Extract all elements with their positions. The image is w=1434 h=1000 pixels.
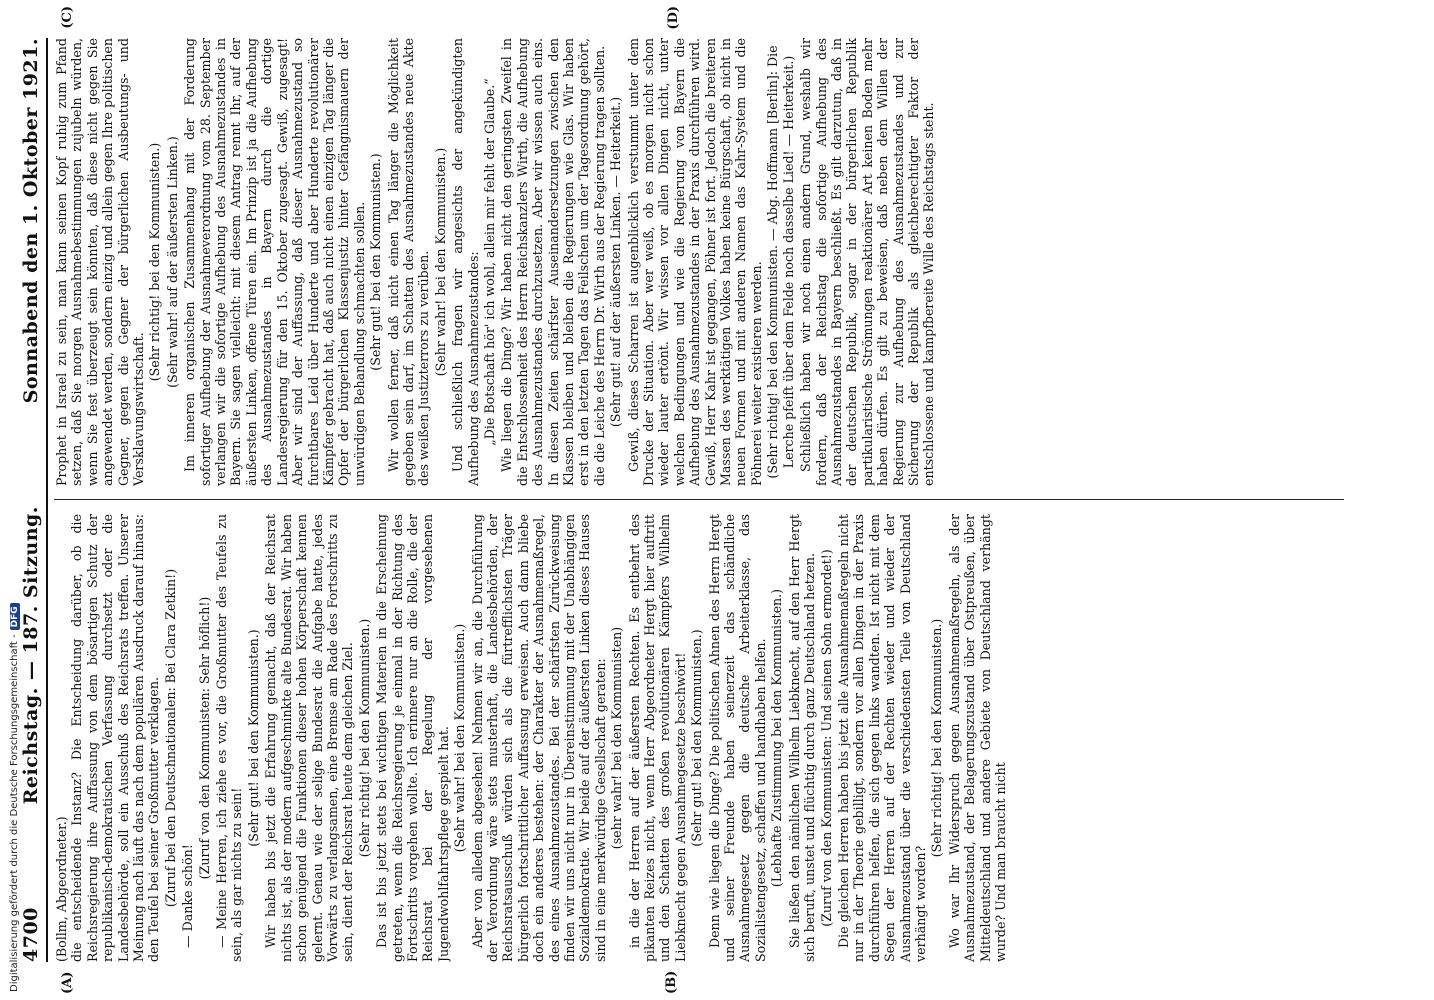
paragraph: Schließlich haben wir noch einen andern Grund, weshalb wir fordern, daß der Reichstag die sofortige Aufhebung des Ausnahmezustandes in Bayern beschließt. Es gilt darzutun, daß in der deutschen Republik, sogar in der bürgerlichen Republik partikularistische Strömungen reaktionärer Art keinen Boden mehr haben dürfen. Es gilt zu beweisen, daß neben dem Willen der Regierung zur Aufhebung des Ausnahmezustandes und zur Sicherung der Republik als gleichberechtigter Faktor der entschlossene und kampfbereite Wille des Reichstags steht. (798, 38, 937, 486)
interjection: (Sehr richtig! bei den Kommunisten.) (356, 618, 372, 858)
interjection: (Zuruf von den Kommunisten: Und seinen Sohn ermordet!) (818, 549, 834, 927)
interjection: (Sehr richtig! bei den Kommunisten.) (147, 142, 163, 382)
paragraph: (Bollm, Abgeordneter.) (54, 816, 69, 962)
interjection: (Sehr richtig! bei den Kommunisten.) (929, 618, 945, 858)
credit-text: Digitalisierung gefördert durch die Deutsche Forschungsgemeinschaft - (9, 634, 20, 992)
paragraph: Aber von alledem abgesehen! Nehmen wir an, die Durchführung der Verordnung wäre stets musterhaft, die Landesbehörden, der Reichsratsausschuß würden sich als die fürtrefflichsten Träger bürgerlich fortschrittlicher Auffassung erweisen. Auch dann bliebe doch ein anderes bestehen: der Charakter der Ausnahmemaßregel, des eines Ausnahmezustandes. Bei der schärfsten Zurückweisung finden wir uns nicht nur in Übereinstimmung mit der Unabhängigen Sozialdemokratie. Wir beide auf der äußersten Linken dieses Hauses sind in eine merkwürdige Gesellschaft geraten: (469, 514, 608, 962)
paragraph: — Meine Herren, ich ziehe es vor, die Großmutter des Teufels zu sein, als gar nichts zu sein! (214, 514, 245, 962)
margin-marker-b: (B) (664, 970, 679, 994)
page-number: 4700 (20, 907, 42, 962)
interjection: (Sehr gut! bei den Kommunisten.) (689, 629, 705, 847)
interjection: (Zuruf von den Kommunisten: Sehr höflich!) (196, 596, 212, 880)
page-header (20, 38, 48, 962)
interjection: (Sehr wahr! bei den Kommunisten.) (432, 147, 448, 377)
paragraph: Im inneren organischen Zusammenhang mit der Forderung sofortiger Aufhebung der Ausnahmeverordnung vom 28. September verlangen wir die sofortige Aufhebung des Ausnahmezustandes in Bayern. Sie sagen vielleicht: mit diesem Antrag rennt Ihr, auf der äußersten Linken, offene Türen ein. Im Prinzip ist ja die Aufhebung des Ausnahmezustandes in Bayern durch die dortige Landesregierung für den 15. Oktober zugesagt. Gewiß, zugesagt! Aber wir sind der Auffassung, daß dieser Ausnahmezustand so furchtbares Leid über Hunderte und aber Hunderte revolutionärer Kämpfer gebracht hat, daß auch nicht einen einzigen Tag länger die Opfer der bürgerlichen Klassenjustiz hinter Gefängnismauern der unwürdigen Behandlung schmachten sollen. (182, 38, 367, 486)
paragraph: Und schließlich fragen wir angesichts der angekündigten Aufhebung des Ausnahmezustandes: (450, 38, 481, 486)
paragraph: die entscheidende Instanz? Die Entscheidung darüber, ob die Reichsregierung ihre Auffassung von dem bösartigen Schutz der republikanisch-demokratischen Verfassung durchsetzt oder die Landesbehörde, soll ein Ausschuß des Reichsrats treffen. Unserer Meinung nach läuft das nach dem populären Ausdruck darauf hinaus: den Teufel bei seiner Großmutter verklagen. (69, 514, 162, 962)
interjection: (Sehr wahr! bei den Kommunisten.) (452, 623, 468, 853)
margin-marker-a: (A) (60, 971, 75, 994)
paragraph: Das ist bis jetzt stets bei wichtigen Materien in die Erscheinung getreten, wenn die Reichsregierung je einmal in der Richtung des Fortschritts vorgehen wollte. Ich erinnere nur an die Rolle, die der Reichsrat bei der Regelung der vorgesehenen Jugendwohlfahrtspflege gespielt hat. (374, 514, 451, 962)
paragraph: Gewiß, dieses Scharren ist augenblicklich verstummt unter dem Drucke der Situation. Aber wer weiß, ob es morgen nicht schon wieder lauter ertönt. Wir wissen vor allen Dingen nicht, unter welchen Bedingungen und wie die Regierung von Bayern die Aufhebung des Ausnahmezustandes in der Praxis durchführen wird. Gewiß, Herr Kahr ist gegangen, Pöhner ist fort. Jedoch die breiteren Massen des werktätigen Volkes haben keine Bürgschaft, ob nicht in neuen Formen und mit anderen Namen das Kahr-System und die Pöhnerei weiter existieren werden. (625, 38, 764, 486)
interjection: „Die Botschaft hör' ich wohl, allein mir fehlt der Glaube.“ (481, 78, 497, 446)
paragraph: in die der Herren auf der äußersten Rechten. Es entbehrt des pikanten Reizes nicht, wenn Herr Abgeordneter Hergt hier auftritt und den Schatten des großen revolutionären Kämpfers Wilhelm Liebknecht gegen Ausnahmegesetze beschwört! (626, 514, 688, 962)
interjection: (Lebhafte Zustimmung bei den Kommunisten.) (769, 588, 785, 888)
interjection: (Sehr gut! bei den Kommunisten.) (368, 153, 384, 371)
interjection: (Sehr richtig! bei den Kommunisten. — Abg. Hoffmann [Berlin]: Die Lerche pfeift über dem Felde noch dasselbe Lied! — Heiterkeit.) (765, 45, 796, 479)
margin-marker-c: (C) (60, 6, 75, 29)
text-columns (54, 6, 1344, 994)
dfg-logo: DFG (10, 603, 20, 630)
paragraph: Sie ließen den nämlichen Wilhelm Liebknecht, auf den Herr Hergt sich beruft, unstet und flüchtig durch ganz Deutschland hetzen. (786, 514, 818, 962)
paragraph: Prophet in Israel zu sein, man kann seinen Kopf ruhig zum Pfand setzen, daß Sie morgen Ausnahmebestimmungen zujubeln würden, wenn Sie fest überzeugt sein könnten, daß diese nicht gegen Sie angewendet werden, sondern einzig und allein gegen Ihre politischen Gegner, gegen die Gegner der bürgerlichen Ausbeutungs- und Versklavungswirtschaft. (54, 38, 147, 486)
paragraph: Wir haben bis jetzt die Erfahrung gemacht, daß der Reichsrat nichts ist, als der modern aufgeschminkte alte Bundesrat. Wir haben schon genügend die Funktionen dieser hohen Körperschaft kennen gelernt. Genau wie der selige Bundesrat die Aufgabe hatte, jedes Vorwärts zu verlangsamen, eine Bremse am Rade des Fortschritts zu sein, dient der Reichsrat heute dem gleichen Ziel. (263, 514, 356, 962)
right-column (54, 38, 1344, 486)
paragraph: Wir wollen ferner, daß nicht einen Tag länger die Möglichkeit gegeben sein darf, im Schatten des Ausnahmezustandes neue Akte des weißen Justizterrors zu verüben. (385, 38, 432, 486)
session-date: Sonnabend den 1. Oktober 1921. (20, 38, 42, 404)
page-title: Reichstag. — 187. Sitzung. (20, 506, 42, 805)
paragraph: — Danke schön! (180, 844, 196, 948)
interjection: (Sehr gut! bei den Kommunisten.) (245, 629, 261, 847)
paragraph: Die gleichen Herren haben bis jetzt alle Ausnahmemaßregeln nicht nur in der Theorie gebilligt, sondern vor allen Dingen in der Praxis durchführen helfen, die sich gegen links wandten. Ist nicht mit dem Segen der Herren auf der Rechten wieder und wieder der Ausnahmezustand über die verschiedensten Teile von Deutschland verhängt worden? (835, 514, 928, 962)
interjection: (sehr wahr! bei den Kommunisten) (609, 626, 625, 850)
interjection: (Sehr wahr! auf der äußersten Linken.) (164, 136, 180, 388)
paragraph: Wie liegen die Dinge? Wir haben nicht den geringsten Zweifel in die Entschlossenheit des Herrn Reichskanzlers Wirth, die Aufhebung des Ausnahmezustandes durchzusetzen. Aber wir wissen auch eins. In diesen Zeiten schärfster Auseinandersetzungen zwischen den Klassen bleiben und bleiben die Regierungen wie Glas. Wir haben erst in den letzten Tagen das Feilschen um der Tagesordnung gehört, die die Leiche des Herrn Dr. Wirth aus der Regierung tragen sollten. (499, 38, 607, 486)
margin-marker-d: (D) (666, 6, 681, 30)
paragraph: Wo war Ihr Widerspruch gegen Ausnahmemaßregeln, als der Ausnahmezustand, der Belagerungszustand über Ostpreußen, über Mitteldeutschland und andere Gebiete von Deutschland verhängt wurde? Und man braucht nicht (946, 514, 1008, 962)
left-column (54, 514, 1344, 962)
interjection: (Sehr gut! auf der äußersten Linken. — Heiterkeit.) (608, 96, 624, 428)
interjection: (Zuruf bei den Deutschnationalen: Bei Clara Zetkin!) (162, 568, 178, 908)
paragraph: Denn wie liegen die Dinge? Die politischen Ahnen des Herrn Hergt und seiner Freunde haben seinerzeit das schändliche Ausnahmegesetz gegen die deutsche Arbeiterklasse, das Sozialistengesetz, schaffen und handhaben helfen. (706, 514, 768, 962)
